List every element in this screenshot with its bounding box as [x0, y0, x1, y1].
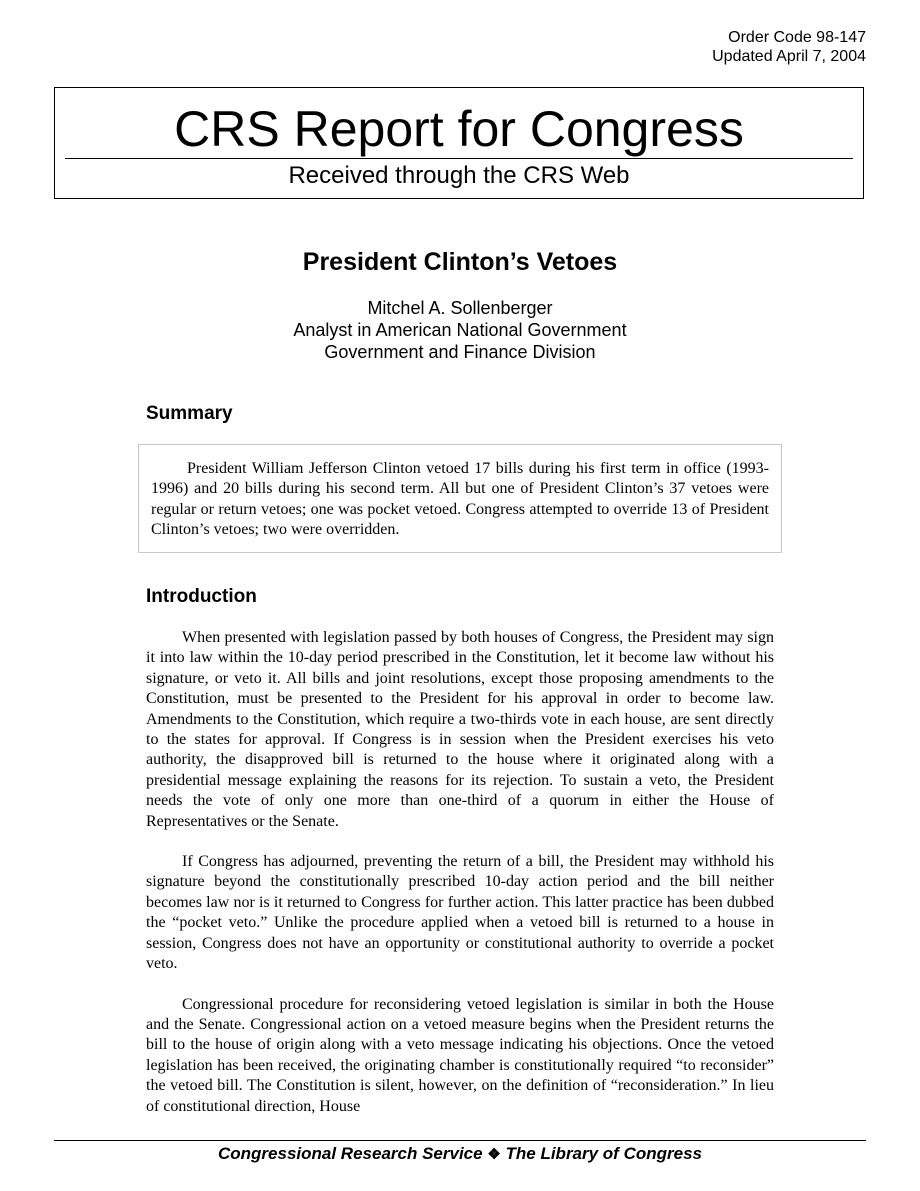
- author-block: [0, 297, 920, 363]
- order-code: Order Code 98-147: [728, 29, 866, 46]
- author-division: Government and Finance Division: [324, 342, 596, 362]
- document-title: President Clinton’s Vetoes: [302, 248, 618, 276]
- updated-date: Updated April 7, 2004: [712, 48, 866, 65]
- author-position: Analyst in American National Government: [293, 320, 627, 340]
- summary-heading: Summary: [146, 403, 233, 424]
- diamond-icon: ❖: [487, 1146, 501, 1163]
- paragraph: Congressional procedure for reconsidering vetoed legislation is similar in both the House and the Senate. Congressional action on a vetoed measure begins when the President returns the bill to the house of origin along with a veto message indicating his objections. Once the vetoed legislation has been received, the originating chamber is constitutionally required “to reconsider” the vetoed bill. The Constitution is silent, however, on the definition of “reconsideration.” In lieu of constitutional direction, House: [146, 995, 774, 1115]
- introduction-heading: Introduction: [146, 586, 257, 607]
- banner-divider: [65, 158, 853, 159]
- summary-box: [138, 444, 782, 553]
- report-banner: [54, 87, 864, 199]
- introduction-body: [146, 628, 774, 1137]
- paragraph: If Congress has adjourned, preventing the return of a bill, the President may withhold his signature beyond the constitutionally prescribed 10-day action period and the bill neither becomes law nor is it returned to Congress for further action. This latter practice has been dubbed the “pocket veto.” Unlike the procedure applied when a vetoed bill is returned to a house in session, Congress does not have an opportunity or constitutional authority to override a pocket veto.: [146, 853, 774, 973]
- footer-library: The Library of Congress: [505, 1144, 702, 1163]
- page-footer: [0, 1143, 920, 1166]
- order-info: [712, 28, 866, 66]
- footer-divider: [54, 1140, 866, 1141]
- footer-org: Congressional Research Service: [218, 1144, 483, 1163]
- paragraph: When presented with legislation passed by both houses of Congress, the President may sign it into law within the 10-day period prescribed in the Constitution, let it become law without his signature, or veto it. All bills and joint resolutions, except those proposing amendments to the Constitution, must be presented to the President for his approval in order to become law. Amendments to the Constitution, which require a two-thirds vote in each house, are sent directly to the states for approval. If Congress is in session when the President exercises his veto authority, the disapproved bill is returned to the house where it originated along with a presidential message explaining the reasons for its rejection. To sustain a veto, the President needs the vote of only one more than one-third of a quorum in either the House of Representatives or the Senate.: [146, 629, 774, 830]
- banner-subtitle: Received through the CRS Web: [288, 162, 630, 189]
- summary-text: President William Jefferson Clinton vetoed 17 bills during his first term in office (1993-1996) and 20 bills during his second term. All but one of President Clinton’s 37 vetoes were regular or return vetoes; one was pocket vetoed. Congress attempted to override 13 of President Clinton’s vetoes; two were overridden.: [151, 460, 769, 539]
- banner-title: CRS Report for Congress: [174, 101, 744, 157]
- author-name: Mitchel A. Sollenberger: [367, 298, 553, 318]
